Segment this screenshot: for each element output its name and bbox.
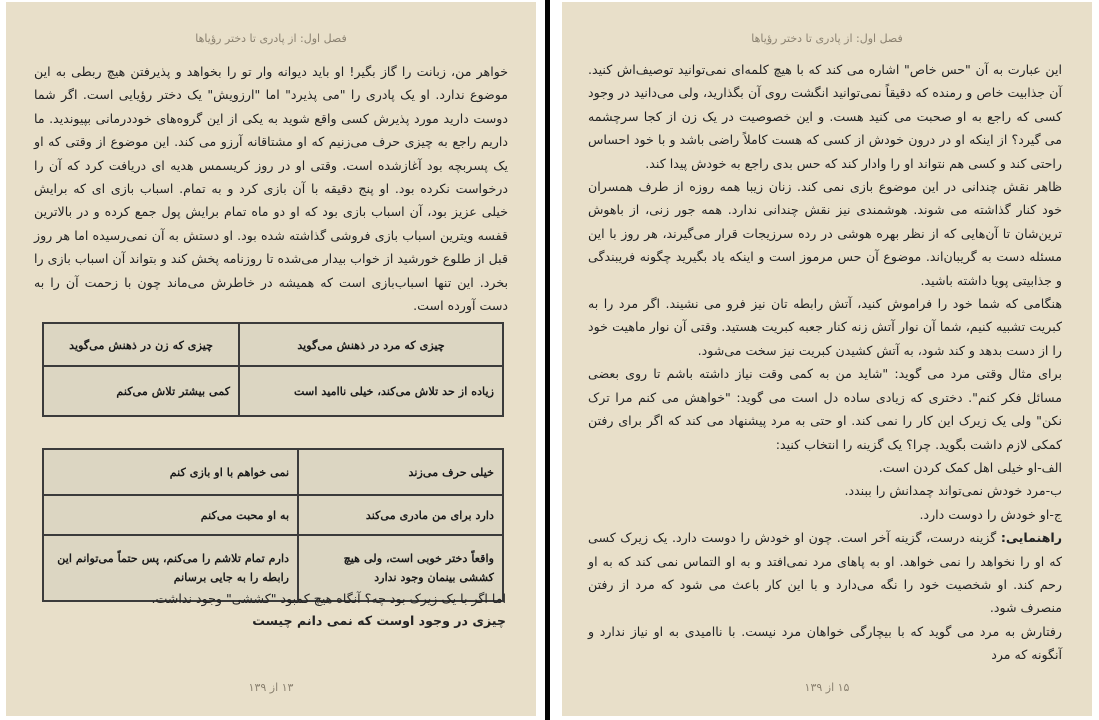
table-row xyxy=(43,495,503,535)
paragraph: ظاهر نقش چندانی در این موضوع بازی نمی کند. زنان زیبا همه روزه از طرف همسران خود کنار گذاشته می شوند. هوشمندی نیز نقش چندانی ندارد. همه جور زنی، از باهوش ترین‌شان تا آن‌هایی که از نظر بهره هوشی در رده سرزیجات قرار می‌گیرند، هر روز با این مسئله دست به گریبان‌اند. موضوع آن حس مرموز است و اینکه یاد بگیرید چگونه فریبندگی و جذابیتی پویا داشته باشید. xyxy=(588,179,1062,288)
left-page xyxy=(6,2,536,716)
body-text xyxy=(34,60,508,317)
table-row xyxy=(43,449,503,495)
closing-text xyxy=(36,588,506,632)
page-number: ۱۵ از ۱۳۹ xyxy=(804,681,850,694)
paragraph: خواهر من، زبانت را گاز بگیر! او باید دیوانه وار تو را بخواهد و پذیرفتن هیچ ربطی به این موضوع ندارد. او یک پادری را "می پذیرد" اما "ارزویش" یک دختر رؤیایی است. اگر شما دوست دارید مورد پذیرش کسی واقع شوید به یکی از این گروه‌های خوددرمانی بپیوندید. ما داریم راجع به چیزی حرف می‌زنیم که او مشتاقانه آرزو می کند. این موضوع از وقتی که او یک پسربچه بود آغازشده است. وقتی او در روز کریسمس هدیه ای دریافت کرد که آن را درخواست نکرده بود. او پنج دقیقه با آن بازی کرد و به تمام. اسباب بازی ای که برایش خیلی عزیز بود، آن اسباب بازی بود که او دو ماه تمام برایش پول جمع کرده و در بالاترین قفسه ویترین اسباب بازی فروشی گذاشته شده بود. او دستش به آن نمی‌رسیده اما هر روز قبل از طلوع خورشید از خواب بیدار می‌شده تا روزنامه پخش کند و بتواند آن اسباب بازی را بخرد. این تنها اسباب‌بازی است که همیشه در خاطرش می‌ماند چون با زحمت آن را به دست آورده است. xyxy=(34,64,508,314)
table-cell: کمی بیشتر تلاش می‌کنم xyxy=(43,366,239,416)
table-cell: واقعاً دختر خوبی است، ولی هیچ کششی بینمان وجود ندارد xyxy=(298,535,503,601)
table-cell: نمی خواهم با او بازی کنم xyxy=(43,449,298,495)
hint-paragraph xyxy=(588,526,1062,620)
option-item: ب-مرد خودش نمی‌تواند چمدانش را ببندد. xyxy=(844,483,1062,499)
hint-text: گزینه درست، گزینه آخر است. چون او خودش را دوست دارد. یک زیرک کسی که او را نخواهد را نمی خواهد. او به پاهای مرد نمی‌افتد و به او التماس نمی کند که به او رحم کند. او شخصیت خود را نگه می‌دارد و با این کار باعث می شود که مرد از رفتن منصرف شود. xyxy=(588,530,1062,616)
column-header-man: چیزی که مرد در ذهنش می‌گوید xyxy=(239,323,503,366)
column-header-woman: چیزی که زن در ذهنش می‌گوید xyxy=(43,323,239,366)
body-text xyxy=(588,58,1062,667)
bold-heading-line: چیزی در وجود اوست که نمی دانم چیست xyxy=(252,613,506,628)
paragraph: این عبارت به آن "حس خاص" اشاره می کند که با هیچ کلمه‌ای نمی‌توانید توصیف‌اش کنید. آن جذابیت خاص و رمنده که دقیقاً نمی‌توانید انگشت روی آن بگذارید، ولی می‌دانید در وجود کسی که راجع به او صحبت می کنید هست. و این خصوصیت در یک زن از کجا سرچشمه می گیرد؟ از اینکه او در درون خودش از کسی که هست کاملاً راضی باشد و با خود احساس راحتی کند و کسی هم نتواند او را وادار کند که حس بدی راجع به خودش پیدا کند. xyxy=(588,62,1062,171)
option-item: ج-او خودش را دوست دارد. xyxy=(919,506,1062,522)
paragraph: هنگامی که شما خود را فراموش کنید، آتش رابطه تان نیز فرو می نشیند. اگر مرد را به کبریت تشبیه کنیم، شما آن نوار آتش زنه کنار جعبه کبریت هستید. وقتی آن نوار ماهیت خود را از دست بدهد و کند شود، به آتش کشیدن کبریت نیز سخت می‌شود. xyxy=(588,296,1062,358)
right-page xyxy=(562,2,1092,716)
table-cell: خیلی حرف می‌زند xyxy=(298,449,503,495)
page-header: فصل اول: از پادری تا دختر رؤیاها xyxy=(751,32,903,45)
table-cell: دارم تمام تلاشم را می‌کنم، پس حتماً می‌توانم این رابطه را به جایی برسانم xyxy=(43,535,298,601)
page-number: ۱۳ از ۱۳۹ xyxy=(248,681,294,694)
paragraph: رفتارش به مرد می گوید که با بیچارگی خواهان مرد نیست. با ناامیدی به او نیاز ندارد و آنگونه که مرد xyxy=(588,623,1062,663)
hint-label: راهنمایی: xyxy=(1000,530,1062,546)
comparison-table-continued xyxy=(42,448,504,602)
page-divider xyxy=(545,0,550,720)
table-cell: دارد برای من مادری می‌کند xyxy=(298,495,503,535)
table-cell: به او محبت می‌کنم xyxy=(43,495,298,535)
option-item: الف-او خیلی اهل کمک کردن است. xyxy=(878,459,1062,475)
table-row xyxy=(43,366,503,416)
table-cell: زیاده از حد تلاش می‌کند، خیلی ناامید است xyxy=(239,366,503,416)
paragraph: اما اگر با یک زیرک بود چه؟ آنگاه هیچ کمبود "کششی" وجود نداشت. xyxy=(151,591,506,606)
page-header: فصل اول: از پادری تا دختر رؤیاها xyxy=(195,32,347,45)
comparison-table-header xyxy=(42,322,504,417)
paragraph: برای مثال وقتی مرد می گوید: "شاید من به کمی وقت نیاز داشته باشم تا روی بعضی مسائل فکر کنم". دختری که زیادی ساده دل است می گوید: "خواهش می کنم مرا ترک نکن" ولی یک زیرک این کار را نمی کند. او حتی به مرد پیشنهاد می کند که اگر برای رفتن کمکی لازم داشت بگوید. چرا؟ یک گزینه را انتخاب کنید: xyxy=(588,366,1062,452)
